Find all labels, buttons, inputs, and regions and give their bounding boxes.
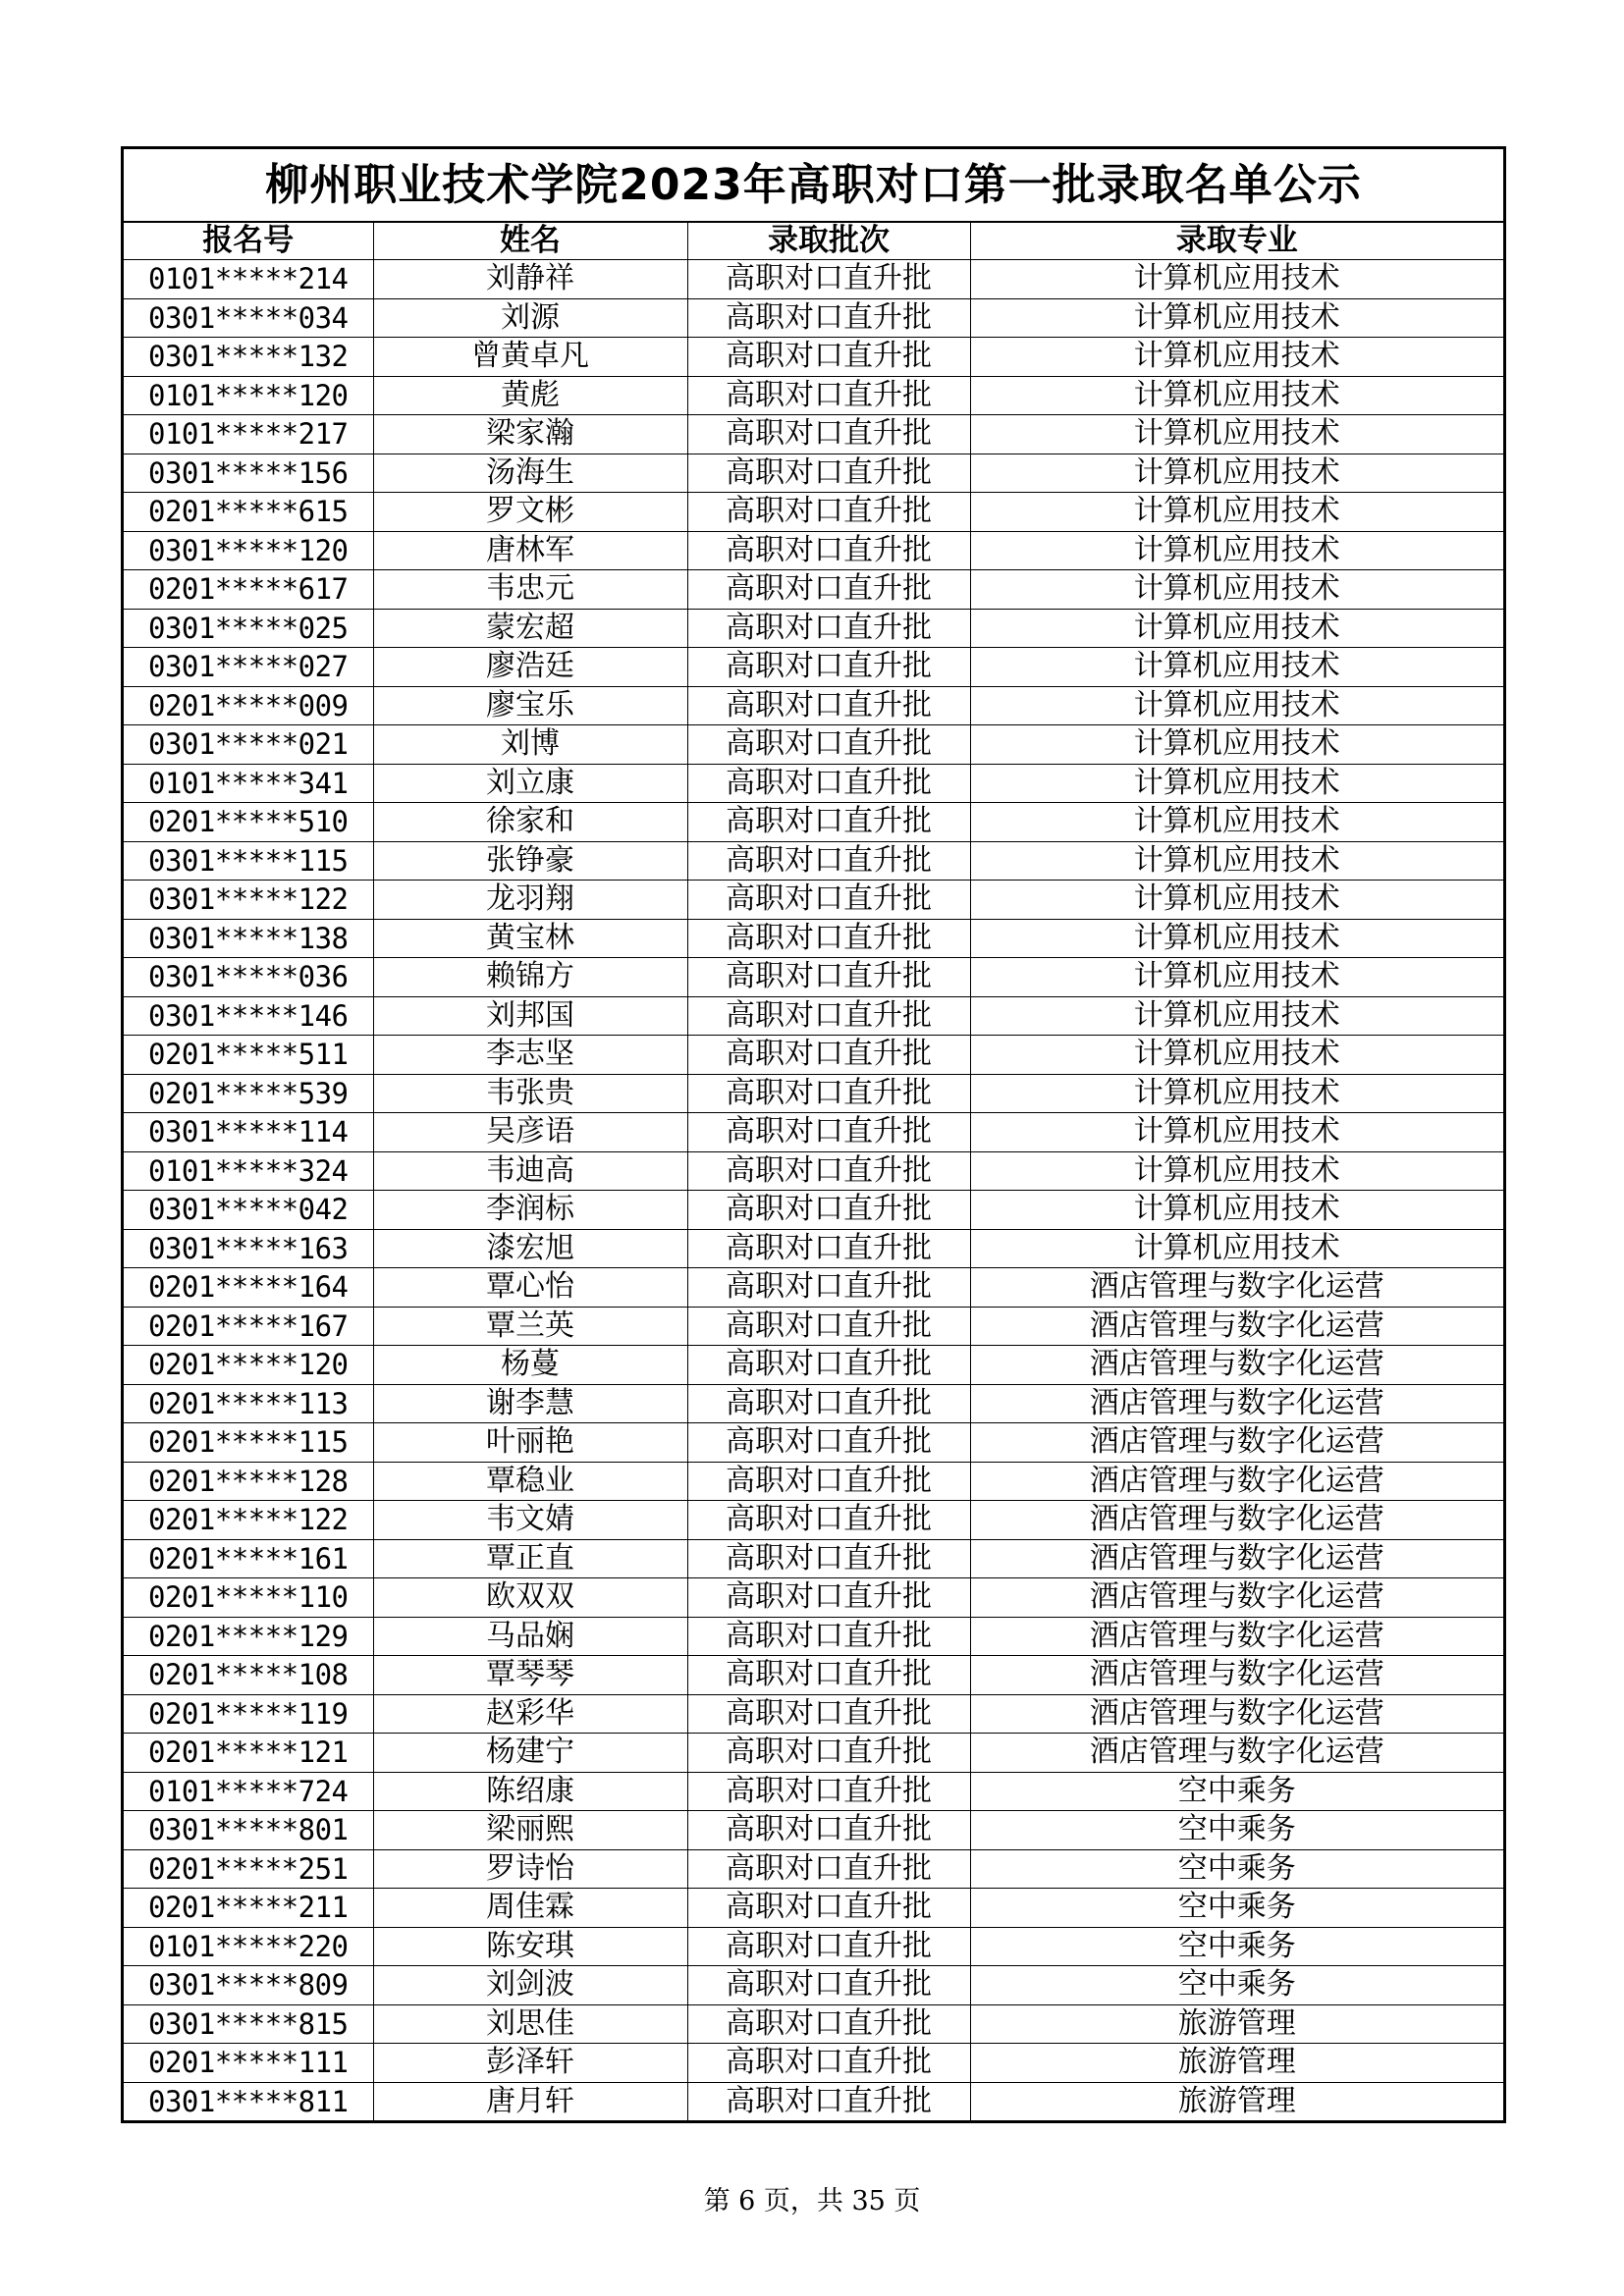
cell-registration-id: 0101*****120 [124, 376, 373, 415]
cell-registration-id: 0201*****121 [124, 1734, 373, 1773]
cell-registration-id: 0301*****156 [124, 454, 373, 493]
cell-admission-batch: 高职对口直升批 [687, 1734, 970, 1773]
cell-admission-batch: 高职对口直升批 [687, 686, 970, 725]
cell-admission-batch: 高职对口直升批 [687, 803, 970, 842]
table-row [124, 1191, 1503, 1230]
cell-student-name: 刘静祥 [373, 260, 687, 299]
cell-admission-major: 酒店管理与数字化运营 [970, 1384, 1503, 1423]
cell-admission-batch: 高职对口直升批 [687, 2044, 970, 2083]
cell-admission-major: 计算机应用技术 [970, 764, 1503, 803]
table-row [124, 1307, 1503, 1346]
table-body [124, 260, 1503, 2121]
cell-admission-batch: 高职对口直升批 [687, 454, 970, 493]
cell-registration-id: 0201*****251 [124, 1849, 373, 1889]
table-row [124, 958, 1503, 997]
table-row [124, 1694, 1503, 1734]
cell-admission-batch: 高职对口直升批 [687, 2082, 970, 2120]
cell-registration-id: 0301*****025 [124, 609, 373, 648]
cell-admission-major: 空中乘务 [970, 1889, 1503, 1928]
cell-student-name: 覃琴琴 [373, 1656, 687, 1695]
cell-admission-major: 计算机应用技术 [970, 725, 1503, 765]
cell-registration-id: 0301*****114 [124, 1113, 373, 1152]
cell-admission-batch: 高职对口直升批 [687, 531, 970, 570]
cell-admission-major: 计算机应用技术 [970, 841, 1503, 881]
cell-student-name: 廖浩廷 [373, 648, 687, 687]
cell-registration-id: 0201*****120 [124, 1346, 373, 1385]
table-row [124, 1927, 1503, 1966]
cell-admission-major: 计算机应用技术 [970, 298, 1503, 338]
table-row [124, 1501, 1503, 1540]
table-row [124, 996, 1503, 1036]
cell-registration-id: 0301*****811 [124, 2082, 373, 2120]
table-row [124, 725, 1503, 765]
cell-registration-id: 0201*****164 [124, 1268, 373, 1308]
cell-admission-major: 旅游管理 [970, 2004, 1503, 2044]
cell-registration-id: 0301*****036 [124, 958, 373, 997]
cell-student-name: 刘立康 [373, 764, 687, 803]
cell-admission-major: 计算机应用技术 [970, 531, 1503, 570]
cell-registration-id: 0301*****146 [124, 996, 373, 1036]
cell-admission-major: 酒店管理与数字化运营 [970, 1346, 1503, 1385]
cell-student-name: 刘剑波 [373, 1966, 687, 2005]
table-row [124, 919, 1503, 958]
cell-admission-batch: 高职对口直升批 [687, 725, 970, 765]
cell-admission-major: 酒店管理与数字化运营 [970, 1694, 1503, 1734]
cell-admission-batch: 高职对口直升批 [687, 881, 970, 920]
table-row [124, 1966, 1503, 2005]
cell-admission-major: 空中乘务 [970, 1849, 1503, 1889]
cell-admission-batch: 高职对口直升批 [687, 1927, 970, 1966]
cell-admission-batch: 高职对口直升批 [687, 1423, 970, 1463]
table-row [124, 454, 1503, 493]
cell-registration-id: 0201*****167 [124, 1307, 373, 1346]
cell-registration-id: 0201*****113 [124, 1384, 373, 1423]
cell-admission-batch: 高职对口直升批 [687, 958, 970, 997]
cell-admission-major: 计算机应用技术 [970, 609, 1503, 648]
table-row [124, 531, 1503, 570]
cell-admission-batch: 高职对口直升批 [687, 1229, 970, 1268]
cell-student-name: 罗诗怡 [373, 1849, 687, 1889]
cell-admission-major: 计算机应用技术 [970, 493, 1503, 532]
cell-student-name: 漆宏旭 [373, 1229, 687, 1268]
cell-admission-major: 计算机应用技术 [970, 415, 1503, 454]
cell-registration-id: 0301*****163 [124, 1229, 373, 1268]
cell-student-name: 刘源 [373, 298, 687, 338]
cell-admission-major: 酒店管理与数字化运营 [970, 1656, 1503, 1695]
table-row [124, 1539, 1503, 1578]
cell-admission-major: 计算机应用技术 [970, 881, 1503, 920]
cell-registration-id: 0201*****510 [124, 803, 373, 842]
table-row [124, 1423, 1503, 1463]
table-row [124, 841, 1503, 881]
cell-admission-major: 旅游管理 [970, 2082, 1503, 2120]
cell-admission-major: 计算机应用技术 [970, 686, 1503, 725]
cell-admission-major: 计算机应用技术 [970, 1036, 1503, 1075]
cell-registration-id: 0201*****615 [124, 493, 373, 532]
table-row [124, 1346, 1503, 1385]
cell-registration-id: 0301*****801 [124, 1811, 373, 1850]
cell-admission-major: 酒店管理与数字化运营 [970, 1539, 1503, 1578]
cell-student-name: 张铮豪 [373, 841, 687, 881]
cell-registration-id: 0201*****009 [124, 686, 373, 725]
cell-admission-major: 计算机应用技术 [970, 338, 1503, 377]
cell-admission-major: 计算机应用技术 [970, 260, 1503, 299]
cell-registration-id: 0201*****111 [124, 2044, 373, 2083]
cell-admission-major: 计算机应用技术 [970, 1229, 1503, 1268]
cell-admission-batch: 高职对口直升批 [687, 570, 970, 610]
cell-student-name: 周佳霖 [373, 1889, 687, 1928]
cell-student-name: 谢李慧 [373, 1384, 687, 1423]
cell-admission-batch: 高职对口直升批 [687, 1539, 970, 1578]
cell-registration-id: 0101*****324 [124, 1151, 373, 1191]
cell-admission-batch: 高职对口直升批 [687, 609, 970, 648]
cell-student-name: 廖宝乐 [373, 686, 687, 725]
cell-student-name: 陈安琪 [373, 1927, 687, 1966]
table-row [124, 881, 1503, 920]
cell-student-name: 黄宝林 [373, 919, 687, 958]
cell-registration-id: 0201*****119 [124, 1694, 373, 1734]
cell-admission-batch: 高职对口直升批 [687, 493, 970, 532]
cell-admission-major: 计算机应用技术 [970, 1074, 1503, 1113]
cell-student-name: 曾黄卓凡 [373, 338, 687, 377]
table-row [124, 764, 1503, 803]
table-row [124, 338, 1503, 377]
table-row [124, 1113, 1503, 1152]
cell-registration-id: 0101*****341 [124, 764, 373, 803]
cell-admission-batch: 高职对口直升批 [687, 996, 970, 1036]
cell-student-name: 罗文彬 [373, 493, 687, 532]
cell-student-name: 彭泽轩 [373, 2044, 687, 2083]
cell-student-name: 韦忠元 [373, 570, 687, 610]
table-row [124, 2044, 1503, 2083]
cell-admission-major: 酒店管理与数字化运营 [970, 1578, 1503, 1618]
cell-admission-batch: 高职对口直升批 [687, 1307, 970, 1346]
cell-student-name: 黄彪 [373, 376, 687, 415]
cell-admission-batch: 高职对口直升批 [687, 1617, 970, 1656]
cell-admission-major: 计算机应用技术 [970, 1151, 1503, 1191]
cell-registration-id: 0201*****110 [124, 1578, 373, 1618]
cell-admission-batch: 高职对口直升批 [687, 1889, 970, 1928]
cell-admission-batch: 高职对口直升批 [687, 415, 970, 454]
cell-admission-major: 计算机应用技术 [970, 454, 1503, 493]
page-footer: 第 6 页，共 35 页 [703, 2186, 921, 2216]
table-row [124, 1811, 1503, 1850]
cell-student-name: 刘思佳 [373, 2004, 687, 2044]
column-header-name: 姓名 [373, 223, 687, 260]
cell-student-name: 欧双双 [373, 1578, 687, 1618]
cell-registration-id: 0201*****211 [124, 1889, 373, 1928]
cell-student-name: 赵彩华 [373, 1694, 687, 1734]
cell-admission-batch: 高职对口直升批 [687, 260, 970, 299]
table-row [124, 1384, 1503, 1423]
cell-admission-batch: 高职对口直升批 [687, 1694, 970, 1734]
cell-registration-id: 0201*****129 [124, 1617, 373, 1656]
table-row [124, 686, 1503, 725]
table-row [124, 803, 1503, 842]
cell-student-name: 梁家瀚 [373, 415, 687, 454]
cell-admission-batch: 高职对口直升批 [687, 1966, 970, 2005]
cell-student-name: 李润标 [373, 1191, 687, 1230]
table-row [124, 2082, 1503, 2120]
cell-student-name: 梁丽熙 [373, 1811, 687, 1850]
cell-admission-batch: 高职对口直升批 [687, 1191, 970, 1230]
cell-student-name: 蒙宏超 [373, 609, 687, 648]
cell-admission-batch: 高职对口直升批 [687, 298, 970, 338]
cell-admission-batch: 高职对口直升批 [687, 2004, 970, 2044]
cell-admission-batch: 高职对口直升批 [687, 338, 970, 377]
cell-student-name: 刘邦国 [373, 996, 687, 1036]
cell-student-name: 覃稳业 [373, 1462, 687, 1501]
cell-registration-id: 0201*****539 [124, 1074, 373, 1113]
cell-student-name: 韦迪高 [373, 1151, 687, 1191]
table-row [124, 1889, 1503, 1928]
table-row [124, 2004, 1503, 2044]
admission-list-sheet [121, 146, 1506, 2123]
cell-student-name: 韦文婧 [373, 1501, 687, 1540]
table-row [124, 1229, 1503, 1268]
cell-admission-major: 计算机应用技术 [970, 648, 1503, 687]
cell-admission-major: 酒店管理与数字化运营 [970, 1423, 1503, 1463]
cell-admission-batch: 高职对口直升批 [687, 1849, 970, 1889]
cell-registration-id: 0201*****108 [124, 1656, 373, 1695]
cell-student-name: 陈绍康 [373, 1772, 687, 1811]
cell-registration-id: 0301*****138 [124, 919, 373, 958]
cell-admission-batch: 高职对口直升批 [687, 1462, 970, 1501]
cell-admission-batch: 高职对口直升批 [687, 1772, 970, 1811]
cell-admission-batch: 高职对口直升批 [687, 1811, 970, 1850]
cell-admission-batch: 高职对口直升批 [687, 1656, 970, 1695]
cell-registration-id: 0101*****214 [124, 260, 373, 299]
cell-registration-id: 0101*****217 [124, 415, 373, 454]
cell-student-name: 杨蔓 [373, 1346, 687, 1385]
cell-admission-major: 计算机应用技术 [970, 958, 1503, 997]
cell-admission-major: 计算机应用技术 [970, 570, 1503, 610]
cell-registration-id: 0301*****042 [124, 1191, 373, 1230]
cell-admission-batch: 高职对口直升批 [687, 376, 970, 415]
table-header-row [124, 223, 1503, 260]
cell-admission-major: 酒店管理与数字化运营 [970, 1734, 1503, 1773]
cell-admission-batch: 高职对口直升批 [687, 1113, 970, 1152]
cell-admission-major: 空中乘务 [970, 1772, 1503, 1811]
cell-admission-major: 计算机应用技术 [970, 996, 1503, 1036]
table-row [124, 415, 1503, 454]
cell-student-name: 覃兰英 [373, 1307, 687, 1346]
cell-admission-major: 空中乘务 [970, 1811, 1503, 1850]
cell-registration-id: 0301*****021 [124, 725, 373, 765]
cell-student-name: 徐家和 [373, 803, 687, 842]
cell-student-name: 覃心怡 [373, 1268, 687, 1308]
cell-admission-major: 酒店管理与数字化运营 [970, 1462, 1503, 1501]
cell-registration-id: 0201*****128 [124, 1462, 373, 1501]
cell-registration-id: 0301*****122 [124, 881, 373, 920]
cell-registration-id: 0201*****161 [124, 1539, 373, 1578]
cell-student-name: 覃正直 [373, 1539, 687, 1578]
cell-registration-id: 0201*****115 [124, 1423, 373, 1463]
cell-admission-major: 计算机应用技术 [970, 1191, 1503, 1230]
column-header-major: 录取专业 [970, 223, 1503, 260]
table-row [124, 1656, 1503, 1695]
table-row [124, 1074, 1503, 1113]
cell-student-name: 韦张贵 [373, 1074, 687, 1113]
cell-admission-major: 计算机应用技术 [970, 376, 1503, 415]
table-row [124, 1772, 1503, 1811]
table-row [124, 1151, 1503, 1191]
cell-registration-id: 0301*****027 [124, 648, 373, 687]
table-row [124, 1268, 1503, 1308]
cell-admission-batch: 高职对口直升批 [687, 1074, 970, 1113]
cell-registration-id: 0301*****115 [124, 841, 373, 881]
cell-admission-major: 空中乘务 [970, 1966, 1503, 2005]
cell-student-name: 唐月轩 [373, 2082, 687, 2120]
cell-student-name: 叶丽艳 [373, 1423, 687, 1463]
cell-registration-id: 0101*****724 [124, 1772, 373, 1811]
cell-admission-major: 计算机应用技术 [970, 919, 1503, 958]
cell-admission-batch: 高职对口直升批 [687, 1501, 970, 1540]
cell-registration-id: 0201*****122 [124, 1501, 373, 1540]
cell-admission-major: 酒店管理与数字化运营 [970, 1307, 1503, 1346]
cell-registration-id: 0301*****120 [124, 531, 373, 570]
table-row [124, 1849, 1503, 1889]
cell-admission-batch: 高职对口直升批 [687, 1151, 970, 1191]
cell-admission-batch: 高职对口直升批 [687, 1036, 970, 1075]
cell-student-name: 马品娴 [373, 1617, 687, 1656]
page-title: 柳州职业技术学院2023年高职对口第一批录取名单公示 [124, 149, 1503, 223]
cell-student-name: 刘博 [373, 725, 687, 765]
cell-admission-major: 空中乘务 [970, 1927, 1503, 1966]
table-row [124, 1036, 1503, 1075]
cell-admission-batch: 高职对口直升批 [687, 1268, 970, 1308]
cell-admission-batch: 高职对口直升批 [687, 1346, 970, 1385]
cell-student-name: 吴彦语 [373, 1113, 687, 1152]
column-header-id: 报名号 [124, 223, 373, 260]
cell-registration-id: 0301*****809 [124, 1966, 373, 2005]
cell-student-name: 赖锦方 [373, 958, 687, 997]
admission-table [124, 223, 1503, 2120]
table-row [124, 376, 1503, 415]
cell-registration-id: 0301*****815 [124, 2004, 373, 2044]
table-row [124, 609, 1503, 648]
cell-student-name: 杨建宁 [373, 1734, 687, 1773]
cell-registration-id: 0301*****034 [124, 298, 373, 338]
cell-student-name: 李志坚 [373, 1036, 687, 1075]
table-row [124, 298, 1503, 338]
cell-admission-batch: 高职对口直升批 [687, 919, 970, 958]
cell-admission-major: 计算机应用技术 [970, 803, 1503, 842]
cell-admission-major: 酒店管理与数字化运营 [970, 1501, 1503, 1540]
cell-admission-major: 计算机应用技术 [970, 1113, 1503, 1152]
table-row [124, 1617, 1503, 1656]
table-row [124, 648, 1503, 687]
cell-admission-major: 酒店管理与数字化运营 [970, 1268, 1503, 1308]
table-row [124, 1734, 1503, 1773]
cell-admission-batch: 高职对口直升批 [687, 648, 970, 687]
cell-admission-major: 酒店管理与数字化运营 [970, 1617, 1503, 1656]
cell-admission-batch: 高职对口直升批 [687, 1578, 970, 1618]
cell-registration-id: 0301*****132 [124, 338, 373, 377]
cell-registration-id: 0201*****511 [124, 1036, 373, 1075]
table-row [124, 260, 1503, 299]
cell-registration-id: 0101*****220 [124, 1927, 373, 1966]
cell-student-name: 龙羽翔 [373, 881, 687, 920]
table-row [124, 1462, 1503, 1501]
table-row [124, 493, 1503, 532]
cell-admission-batch: 高职对口直升批 [687, 764, 970, 803]
table-row [124, 1578, 1503, 1618]
cell-student-name: 唐林军 [373, 531, 687, 570]
cell-admission-batch: 高职对口直升批 [687, 841, 970, 881]
cell-admission-major: 旅游管理 [970, 2044, 1503, 2083]
table-row [124, 570, 1503, 610]
column-header-batch: 录取批次 [687, 223, 970, 260]
cell-registration-id: 0201*****617 [124, 570, 373, 610]
cell-admission-batch: 高职对口直升批 [687, 1384, 970, 1423]
cell-student-name: 汤海生 [373, 454, 687, 493]
